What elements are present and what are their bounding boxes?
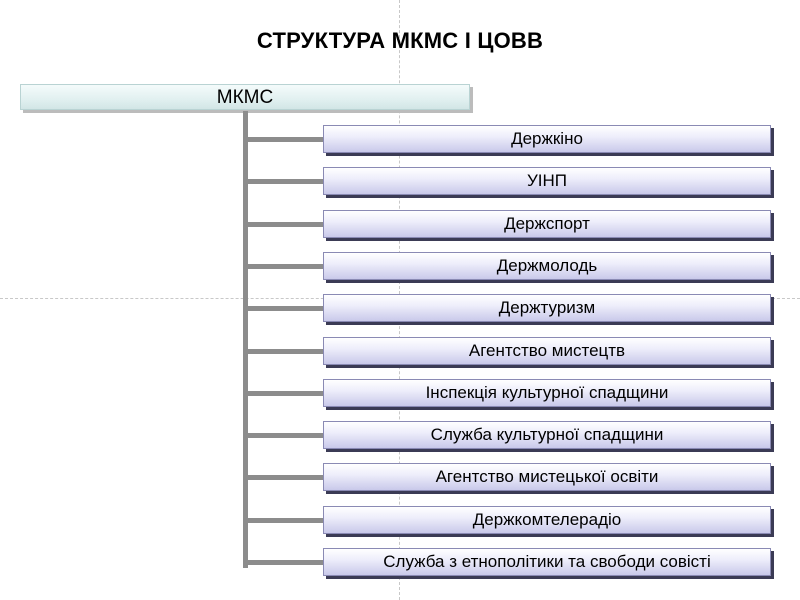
child-node: [323, 548, 771, 576]
child-node: [323, 125, 771, 153]
connector-branch: [243, 475, 323, 480]
root-node-label: МКМС: [216, 87, 274, 108]
child-node-label: Агентство мистецтв: [468, 341, 626, 360]
child-node: [323, 252, 771, 280]
root-node-mkms: [20, 84, 470, 110]
child-node: [323, 421, 771, 449]
child-node-label: Держспорт: [504, 214, 590, 233]
connector-branch: [243, 137, 323, 142]
child-node: [323, 463, 771, 491]
connector-branch: [243, 391, 323, 396]
child-node-label: Держкіно: [511, 129, 583, 148]
child-node: [323, 379, 771, 407]
connector-branch: [243, 349, 323, 354]
connector-branch: [243, 306, 323, 311]
page-title: СТРУКТУРА МКМС І ЦОВВ: [256, 28, 544, 53]
child-node: [323, 506, 771, 534]
connector-branch: [243, 433, 323, 438]
child-node: [323, 337, 771, 365]
child-node-label: Служба культурної спадщини: [430, 425, 664, 444]
child-node-label: Інспекція культурної спадщини: [425, 383, 669, 402]
connector-branch: [243, 222, 323, 227]
child-node: [323, 167, 771, 195]
child-node: [323, 294, 771, 322]
connector-branch: [243, 560, 323, 565]
child-node-label: Держкомтелерадіо: [472, 510, 622, 529]
child-node-label: Служба з етнополітики та свободи совісті: [383, 552, 711, 571]
child-node-label: Держтуризм: [498, 298, 596, 317]
child-node-label: Держмолодь: [496, 256, 598, 275]
child-node: [323, 210, 771, 238]
connector-branch: [243, 518, 323, 523]
child-node-label: УІНП: [526, 171, 568, 190]
connector-branch: [243, 264, 323, 269]
child-node-label: Агентство мистецької освіти: [435, 467, 659, 486]
connector-branch: [243, 179, 323, 184]
